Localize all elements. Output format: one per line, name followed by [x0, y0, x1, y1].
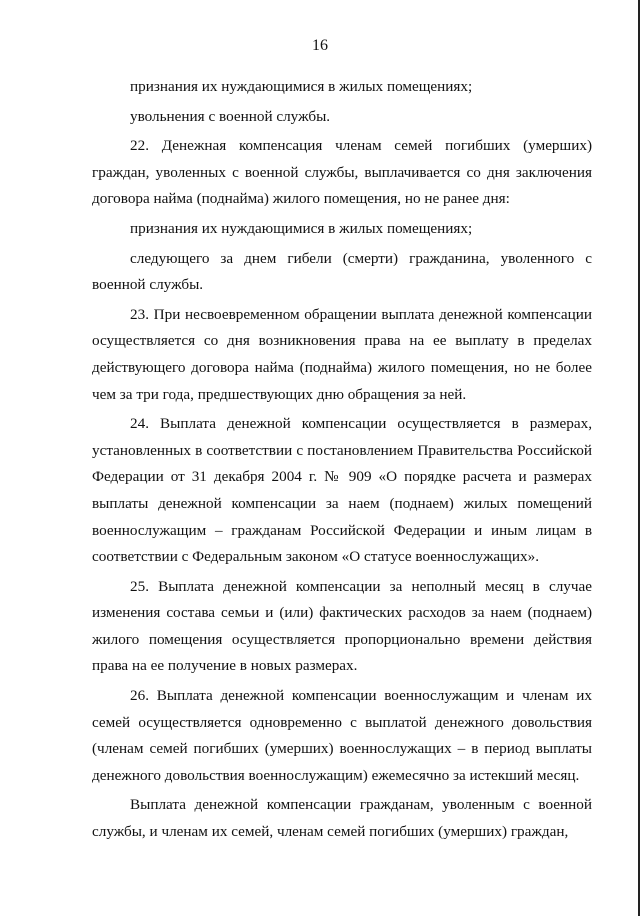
paragraph-recognition-needy-2: признания их нуждающимися в жилых помещениях;: [130, 219, 473, 237]
paragraph-payment-dismissed: Выплата денежной компенсации гражданам, уволенным с военной службы, и членам их семей, членам семей погибших (умерших) граждан,: [92, 796, 592, 841]
paragraph-day-after-death: следующего за днем гибели (смерти) гражданина, уволенного с военной службы.: [92, 249, 592, 294]
paragraph-24: 24. Выплата денежной компенсации осуществляется в размерах, установленных в соответствии с постановлением Правительства Российской Федерации от 31 декабря 2004 г. № 909 «О порядке расчета и размерах выплаты денежной компенсации за наем (поднаем) жилых помещений военнослужащим – гражданам Российской Федерации и иным лицам в соответствии с Федеральным законом «О статусе военнослужащих».: [92, 415, 592, 566]
document-body: [92, 74, 592, 846]
paragraph-25: 25. Выплата денежной компенсации за неполный месяц в случае изменения состава семьи и (или) фактических расходов за наем (поднаем) жилого помещения осуществляется пропорционально времени действия права на ее получение в новых размерах.: [92, 577, 592, 675]
paragraph-22: 22. Денежная компенсация членам семей погибших (умерших) граждан, уволенных с военной службы, выплачивается со дня заключения договора найма (поднайма) жилого помещения, но не ранее дня:: [92, 137, 592, 208]
page-number: 16: [312, 37, 328, 54]
paragraph-23: 23. При несвоевременном обращении выплата денежной компенсации осуществляется со дня возникновения права на ее выплату в пределах действующего договора найма (поднайма) жилого помещения, но не более чем за три года, предшествующих дню обращения за ней.: [92, 305, 592, 403]
paragraph-recognition-needy: признания их нуждающимися в жилых помещениях;: [130, 78, 473, 95]
paragraph-dismissal: увольнения с военной службы.: [130, 107, 331, 125]
paragraph-26: 26. Выплата денежной компенсации военнослужащим и членам их семей осуществляется одновременно с выплатой денежного довольствия (членам семей погибших (умерших) военнослужащих – в период выплаты денежного довольствия военнослужащим) ежемесячно за истекший месяц.: [92, 687, 592, 784]
